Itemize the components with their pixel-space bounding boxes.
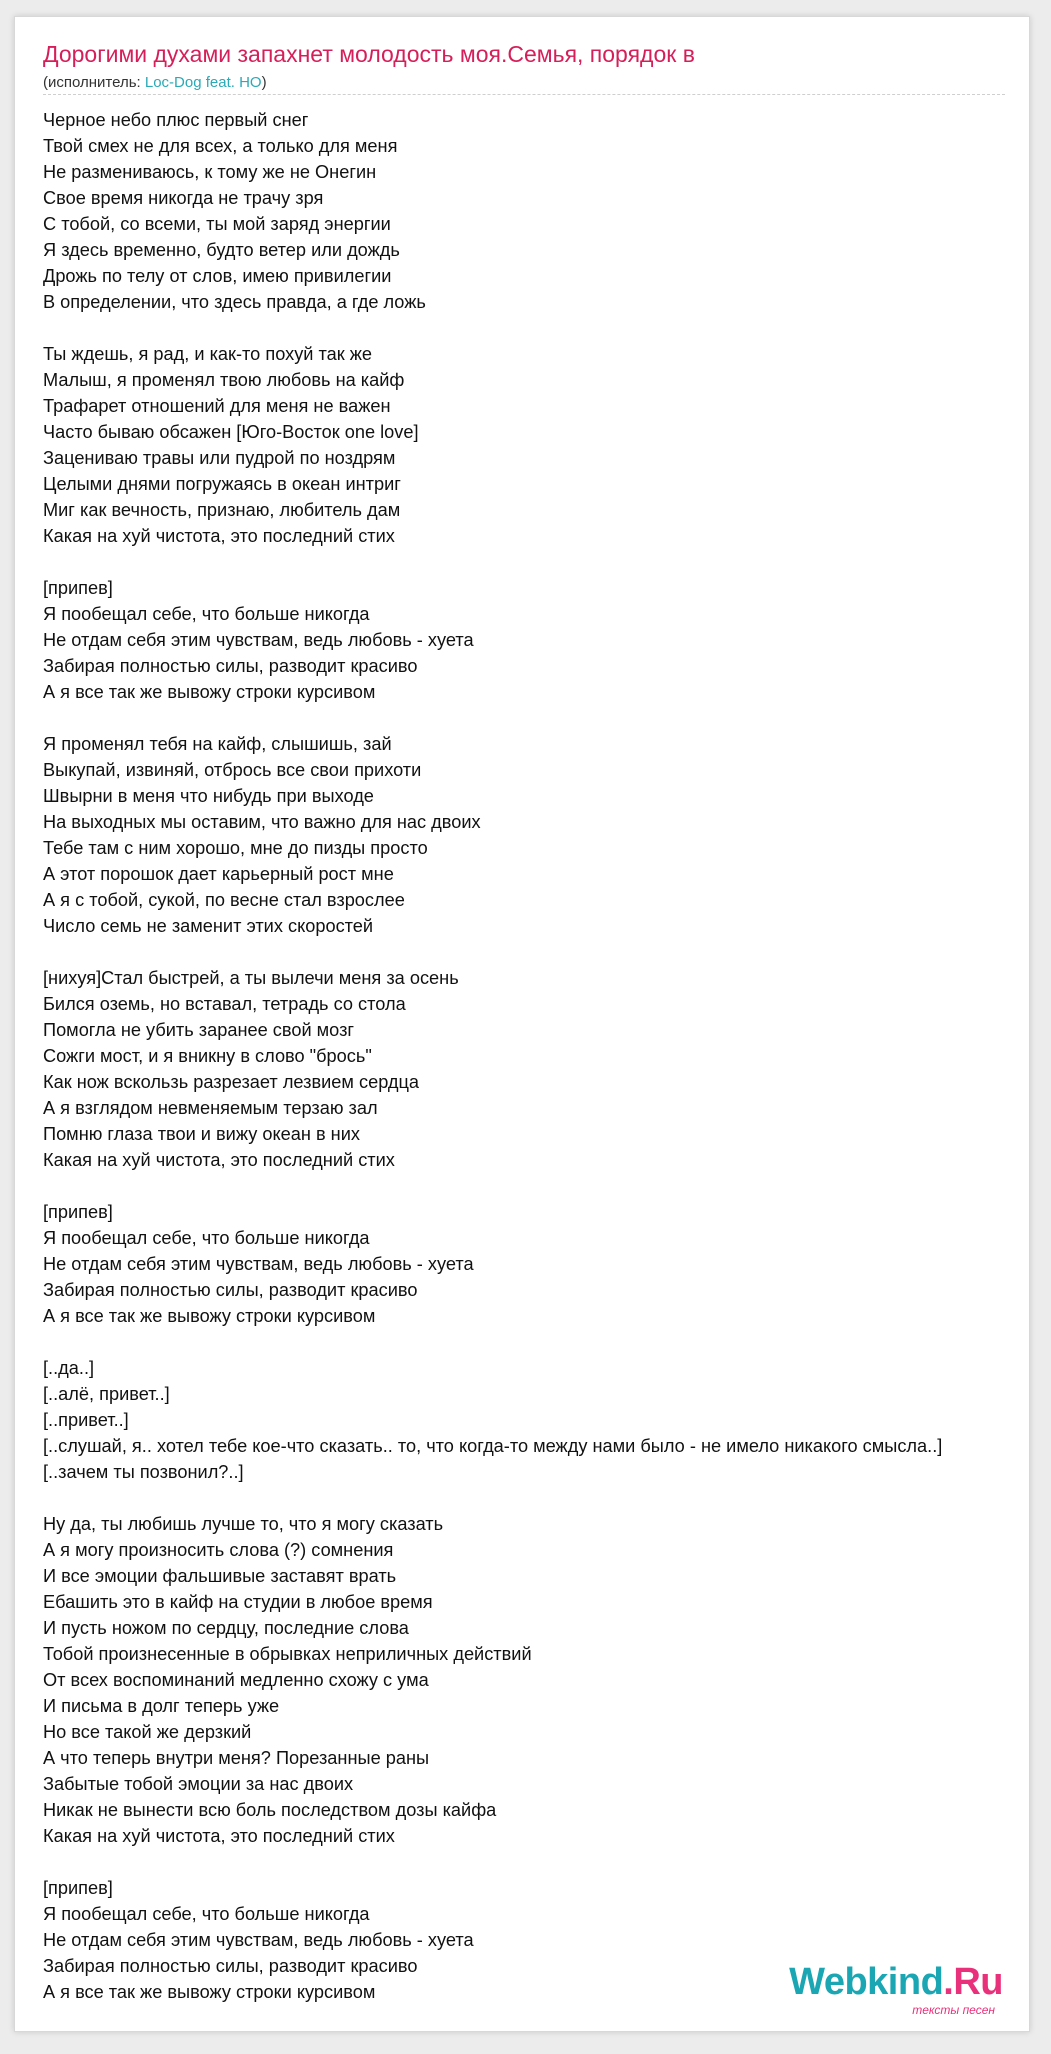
lyric-line: Но все такой же дерзкий bbox=[43, 1722, 252, 1742]
lyric-line: Никак не вынести всю боль последством дозы кайфа bbox=[43, 1800, 497, 1820]
lyric-line: Ты ждешь, я рад, и как-то похуй так же bbox=[43, 344, 373, 364]
lyric-line: Как нож вскользь разрезает лезвием сердца bbox=[43, 1072, 420, 1092]
lyric-line: Целыми днями погружаясь в океан интриг bbox=[43, 474, 401, 494]
lyric-line: На выходных мы оставим, что важно для нас двоих bbox=[43, 812, 481, 832]
lyric-line: Забирая полностью силы, разводит красиво bbox=[43, 656, 418, 676]
lyric-line: [..слушай, я.. хотел тебе кое-что сказать.. то, что когда-то между нами было - не имело никакого смысла..] bbox=[43, 1436, 943, 1456]
lyric-line: [припев] bbox=[43, 578, 113, 598]
lyrics-body bbox=[43, 107, 1030, 2031]
lyrics-stanza bbox=[43, 731, 1030, 939]
header-divider bbox=[43, 94, 1005, 95]
lyrics-stanza bbox=[43, 1355, 1030, 1485]
lyric-line: [..зачем ты позвонил?..] bbox=[43, 1462, 244, 1482]
lyrics-stanza bbox=[43, 1511, 1030, 1849]
lyric-line: Швырни в меня что нибудь при выходе bbox=[43, 786, 374, 806]
lyric-line: Не размениваюсь, к тому же не Онегин bbox=[43, 162, 377, 182]
lyric-line: А этот порошок дает карьерный рост мне bbox=[43, 864, 394, 884]
lyric-line: Не отдам себя этим чувствам, ведь любовь - хуета bbox=[43, 1254, 474, 1274]
lyric-line: И все эмоции фальшивые заставят врать bbox=[43, 1566, 397, 1586]
lyric-line: И письма в долг теперь уже bbox=[43, 1696, 280, 1716]
lyric-line: От всех воспоминаний медленно схожу с ума bbox=[43, 1670, 429, 1690]
lyric-line: А что теперь внутри меня? Порезанные раны bbox=[43, 1748, 430, 1768]
artist-link[interactable]: Loc-Dog feat. HO bbox=[144, 74, 262, 91]
lyric-line: Малыш, я променял твою любовь на кайф bbox=[43, 370, 405, 390]
lyric-line: Я пообещал себе, что больше никогда bbox=[43, 604, 370, 624]
logo-tagline: тексты песен bbox=[912, 2003, 995, 2017]
song-title: Дорогими духами запахнет молодость моя.Семья, порядок в bbox=[43, 41, 695, 67]
lyric-line: Я променял тебя на кайф, слышишь, зай bbox=[43, 734, 392, 754]
lyric-line: Ну да, ты любишь лучше то, что я могу сказать bbox=[43, 1514, 444, 1534]
lyric-line: А я все так же вывожу строки курсивом bbox=[43, 1982, 376, 2002]
lyric-line: Свое время никогда не трачу зря bbox=[43, 188, 324, 208]
lyric-line: А я все так же вывожу строки курсивом bbox=[43, 1306, 376, 1326]
lyric-line: Я пообещал себе, что больше никогда bbox=[43, 1904, 370, 1924]
lyric-line: Дрожь по телу от слов, имею привилегии bbox=[43, 266, 392, 286]
logo-wordmark bbox=[789, 1961, 1003, 2004]
artist-prefix: (исполнитель: bbox=[43, 74, 145, 91]
lyric-line: [припев] bbox=[43, 1878, 113, 1898]
lyric-line: Черное небо плюс первый снег bbox=[43, 110, 309, 130]
lyric-line: Тебе там с ним хорошо, мне до пизды просто bbox=[43, 838, 428, 858]
lyric-line: [..да..] bbox=[43, 1358, 95, 1378]
lyric-line: Забирая полностью силы, разводит красиво bbox=[43, 1956, 418, 1976]
lyric-line: Твой смех не для всех, а только для меня bbox=[43, 136, 398, 156]
lyric-line: А я могу произносить слова (?) сомнения bbox=[43, 1540, 394, 1560]
lyrics-stanza bbox=[43, 341, 1030, 549]
lyric-line: Тобой произнесенные в обрывках неприличных действий bbox=[43, 1644, 532, 1664]
lyric-line: Забытые тобой эмоции за нас двоих bbox=[43, 1774, 354, 1794]
lyric-line: И пусть ножом по сердцу, последние слова bbox=[43, 1618, 409, 1638]
lyric-line: А я все так же вывожу строки курсивом bbox=[43, 682, 376, 702]
lyric-line: [..привет..] bbox=[43, 1410, 129, 1430]
lyric-line: А я взглядом невменяемым терзаю зал bbox=[43, 1098, 378, 1118]
lyric-line: Какая на хуй чистота, это последний стих bbox=[43, 526, 395, 546]
lyric-line: Я здесь временно, будто ветер или дождь bbox=[43, 240, 400, 260]
lyric-line: С тобой, со всеми, ты мой заряд энергии bbox=[43, 214, 391, 234]
lyric-line: Какая на хуй чистота, это последний стих bbox=[43, 1150, 395, 1170]
lyric-line: Ебашить это в кайф на студии в любое время bbox=[43, 1592, 433, 1612]
lyric-line: Миг как вечность, признаю, любитель дам bbox=[43, 500, 401, 520]
site-logo[interactable] bbox=[789, 1961, 1003, 2017]
lyric-line: Помогла не убить заранее свой мозг bbox=[43, 1020, 355, 1040]
lyric-line: В определении, что здесь правда, а где ложь bbox=[43, 292, 426, 312]
lyric-line: Часто бываю обсажен [Юго-Восток one love] bbox=[43, 422, 419, 442]
page-card bbox=[14, 16, 1030, 2032]
lyric-line: Сожги мост, и я вникну в слово "брось" bbox=[43, 1046, 372, 1066]
lyric-line: Бился оземь, но вставал, тетрадь со стола bbox=[43, 994, 406, 1014]
logo-brand: Webkind bbox=[789, 1961, 944, 2003]
artist-suffix: ) bbox=[261, 74, 267, 91]
lyric-line: Не отдам себя этим чувствам, ведь любовь - хуета bbox=[43, 630, 474, 650]
lyrics-stanza bbox=[43, 575, 1030, 705]
lyric-line: Зацениваю травы или пудрой по ноздрям bbox=[43, 448, 396, 468]
logo-tld: .Ru bbox=[943, 1961, 1003, 2003]
lyric-line: Трафарет отношений для меня не важен bbox=[43, 396, 391, 416]
lyric-line: Не отдам себя этим чувствам, ведь любовь - хуета bbox=[43, 1930, 474, 1950]
lyric-line: Помню глаза твои и вижу океан в них bbox=[43, 1124, 360, 1144]
lyric-line: А я с тобой, сукой, по весне стал взрослее bbox=[43, 890, 405, 910]
lyric-line: Выкупай, извиняй, отбрось все свои прихоти bbox=[43, 760, 422, 780]
lyric-line: [припев] bbox=[43, 1202, 113, 1222]
lyric-line: [..алё, привет..] bbox=[43, 1384, 170, 1404]
lyric-line: Я пообещал себе, что больше никогда bbox=[43, 1228, 370, 1248]
lyrics-stanza bbox=[43, 965, 1030, 1173]
lyric-line: Число семь не заменит этих скоростей bbox=[43, 916, 374, 936]
lyric-line: Какая на хуй чистота, это последний стих bbox=[43, 1826, 395, 1846]
lyrics-stanza bbox=[43, 1199, 1030, 1329]
artist-line bbox=[43, 74, 267, 91]
lyric-line: [нихуя]Стал быстрей, а ты вылечи меня за осень bbox=[43, 968, 459, 988]
lyrics-stanza bbox=[43, 107, 1030, 315]
lyric-line: Забирая полностью силы, разводит красиво bbox=[43, 1280, 418, 1300]
